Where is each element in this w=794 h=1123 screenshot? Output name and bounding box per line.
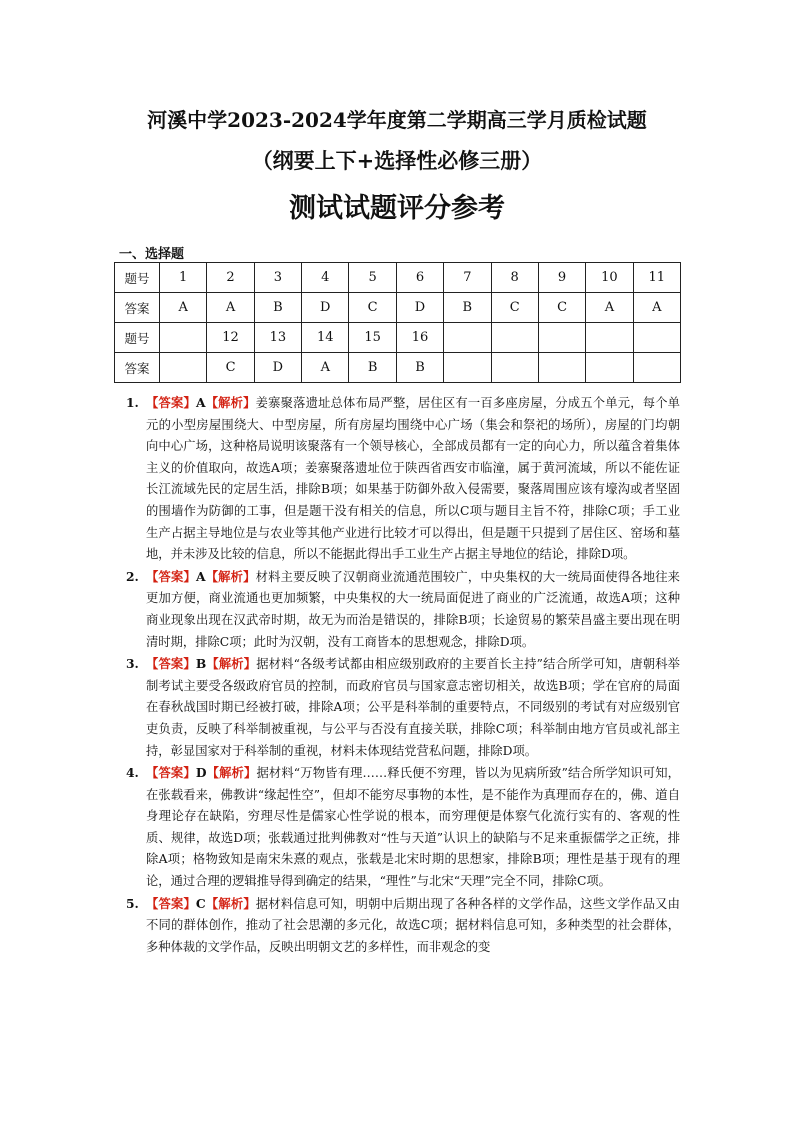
document-subtitle-reference: 测试试题评分参考 xyxy=(289,193,505,224)
question-number-cell: 1 xyxy=(160,263,207,293)
answer-cell: B xyxy=(254,293,301,323)
question-number-cell: 15 xyxy=(349,323,396,353)
answer-tag: 【答案】 xyxy=(146,568,196,584)
analysis-tag: 【解析】 xyxy=(205,895,256,911)
answer-cell: A xyxy=(633,293,680,323)
question-number-cell: 5 xyxy=(349,263,396,293)
row-label-cell: 题号 xyxy=(115,323,160,353)
question-number-cell: 4 xyxy=(302,263,349,293)
question-number-cell: 14 xyxy=(302,323,349,353)
answer-table-row xyxy=(115,263,681,293)
answer-cell: D xyxy=(302,293,349,323)
answer-letter: D xyxy=(195,765,207,781)
answer-cell: A xyxy=(160,293,207,323)
answer-table-row xyxy=(115,353,681,383)
question-number-cell: 16 xyxy=(396,323,443,353)
document-title: 河溪中学2023-2024学年度第二学期高三学月质检试题 xyxy=(147,108,647,132)
item-number: 3. xyxy=(126,656,139,672)
question-number-cell xyxy=(633,323,680,353)
question-number-cell: 10 xyxy=(586,263,633,293)
analysis-tag: 【解析】 xyxy=(206,656,257,672)
question-number-cell: 3 xyxy=(254,263,301,293)
row-label-cell: 答案 xyxy=(115,293,160,323)
answer-cell xyxy=(160,353,207,383)
answer-explanations xyxy=(126,392,680,958)
question-number-cell xyxy=(444,323,491,353)
answer-letter: B xyxy=(195,656,207,672)
answer-tag: 【答案】 xyxy=(146,395,196,410)
answer-cell: B xyxy=(396,353,443,383)
answer-cell: B xyxy=(444,293,491,323)
question-number-cell: 6 xyxy=(396,263,443,293)
item-number: 5. xyxy=(126,895,139,911)
analysis-text: 材料主要反映了汉朝商业流通范围较广，中央集权的大一统局面使得各地往来更加方便，商业流通也更加频繁，中央集权的大一统局面促进了商业的广泛流通，故选A项；这种商业现象出现在汉武帝时期，故无为而治是错误的，排除B项；长途贸易的繁荣昌盛主要出现在明清时期，排除C项；此时为汉朝，没有工商皆本的思想观念，排除D项。 xyxy=(146,569,680,649)
row-label-cell: 答案 xyxy=(115,353,160,383)
item-number: 2. xyxy=(126,568,139,584)
item-number: 1. xyxy=(126,395,139,410)
answer-item xyxy=(126,392,680,566)
question-number-cell: 2 xyxy=(207,263,254,293)
section-heading-choice: 一、选择题 xyxy=(119,247,185,262)
analysis-tag: 【解析】 xyxy=(205,568,256,584)
row-label-cell: 题号 xyxy=(115,263,160,293)
answer-cell: A xyxy=(586,293,633,323)
question-number-cell: 8 xyxy=(491,263,538,293)
answer-tag: 【答案】 xyxy=(146,656,196,672)
answer-letter: C xyxy=(195,895,206,911)
item-number: 4. xyxy=(126,765,139,781)
analysis-text: 据材料“万物皆有理……释氏便不穷理，皆以为见病所致”结合所学知识可知，在张载看来，佛教讲“缘起性空”，但却不能穷尽事物的本性，是不能作为真理而存在的，佛、道自身理论存在缺陷，穷理尽性是儒家心性学说的根本，而穷理便是体察气化流行实有的、客观的性质、规律，故选D项；张载通过批判佛教对“性与天道”认识上的缺陷与不足来重振儒学之正统，排除A项；格物致知是南宋朱熹的观点，张载是北宋时期的思想家，排除B项；理性是基于现有的理论，通过合理的逻辑推导得到确定的结果，“理性”与北宋“天理”完全不同，排除C项。 xyxy=(146,766,680,889)
answer-tag: 【答案】 xyxy=(146,765,196,781)
analysis-tag: 【解析】 xyxy=(206,765,257,781)
question-number-cell xyxy=(491,323,538,353)
answer-cell xyxy=(491,353,538,383)
answer-cell: D xyxy=(396,293,443,323)
answer-cell xyxy=(444,353,491,383)
answer-cell: A xyxy=(302,353,349,383)
answer-letter: A xyxy=(195,395,206,410)
answer-cell: B xyxy=(349,353,396,383)
question-number-cell: 12 xyxy=(207,323,254,353)
answer-cell xyxy=(538,353,585,383)
answer-table-row xyxy=(115,323,681,353)
answer-item xyxy=(126,893,680,959)
answer-item xyxy=(126,762,680,893)
analysis-text: 姜寨聚落遗址总体布局严整，居住区有一百多座房屋，分成五个单元，每个单元的小型房屋围绕大、中型房屋，所有房屋均围绕中心广场（集会和祭祀的场所），房屋的门均朝向中心广场，这种格局说明该聚落有一个领导核心，全部成员都有一定的向心力，所以蕴含着集体主义的价值取向，故选A项；姜寨聚落遗址位于陕西省西安市临潼，属于黄河流域，所以不能佐证长江流域先民的定居生活，排除B项；如果基于防御外敌入侵需要，聚落周围应该有壕沟或者坚固的围墙作为防御的工事，但是题干没有相关的信息，所以C项与题目主旨不符，排除C项；手工业生产占据主导地位是与农业等其他产业进行比较才可以得出，但是题干只提到了居住区、窑场和墓地，并未涉及比较的信息，所以不能据此得出手工业生产占据主导地位的结论，排除D项。 xyxy=(146,396,680,562)
answer-table-row xyxy=(115,293,681,323)
question-number-cell: 7 xyxy=(444,263,491,293)
document-subtitle-scope: （纲要上下+选择性必修三册） xyxy=(251,148,543,173)
answer-item xyxy=(126,566,680,653)
analysis-text: 据材料信息可知，明朝中后期出现了各种各样的文学作品，这些文学作品又由不同的群体创作，推动了社会思潮的多元化，故选C项；据材料信息可知，多种类型的社会群体，多种体裁的文学作品，反映出明朝文艺的多样性，而非观念的变 xyxy=(146,896,680,954)
question-number-cell: 11 xyxy=(633,263,680,293)
answer-cell: C xyxy=(207,353,254,383)
answer-cell: D xyxy=(254,353,301,383)
answer-cell: C xyxy=(349,293,396,323)
answer-tag: 【答案】 xyxy=(146,895,196,911)
answer-item xyxy=(126,653,680,762)
question-number-cell xyxy=(586,323,633,353)
answer-cell xyxy=(633,353,680,383)
answer-cell: A xyxy=(207,293,254,323)
answer-cell: C xyxy=(538,293,585,323)
question-number-cell xyxy=(160,323,207,353)
answer-cell: C xyxy=(491,293,538,323)
question-number-cell: 9 xyxy=(538,263,585,293)
answer-letter: A xyxy=(195,568,206,584)
question-number-cell xyxy=(538,323,585,353)
question-number-cell: 13 xyxy=(254,323,301,353)
answer-table xyxy=(114,262,681,383)
analysis-text: 据材料“各级考试都由相应级别政府的主要首长主持”结合所学可知，唐朝科举制考试主要受各级政府官员的控制，而政府官员与国家意志密切相关，故选B项；学在官府的局面在春秋战国时期已经被打破，排除A项；公平是科举制的重要特点，不同级别的考试有对应级别官吏负责，反映了科举制被重视，与公平与否没有直接关联，排除C项；科举制由地方官员或礼部主持，彰显国家对于科举制的重视，材料未体现结党营私问题，排除D项。 xyxy=(146,657,680,758)
analysis-tag: 【解析】 xyxy=(205,395,256,410)
answer-cell xyxy=(586,353,633,383)
